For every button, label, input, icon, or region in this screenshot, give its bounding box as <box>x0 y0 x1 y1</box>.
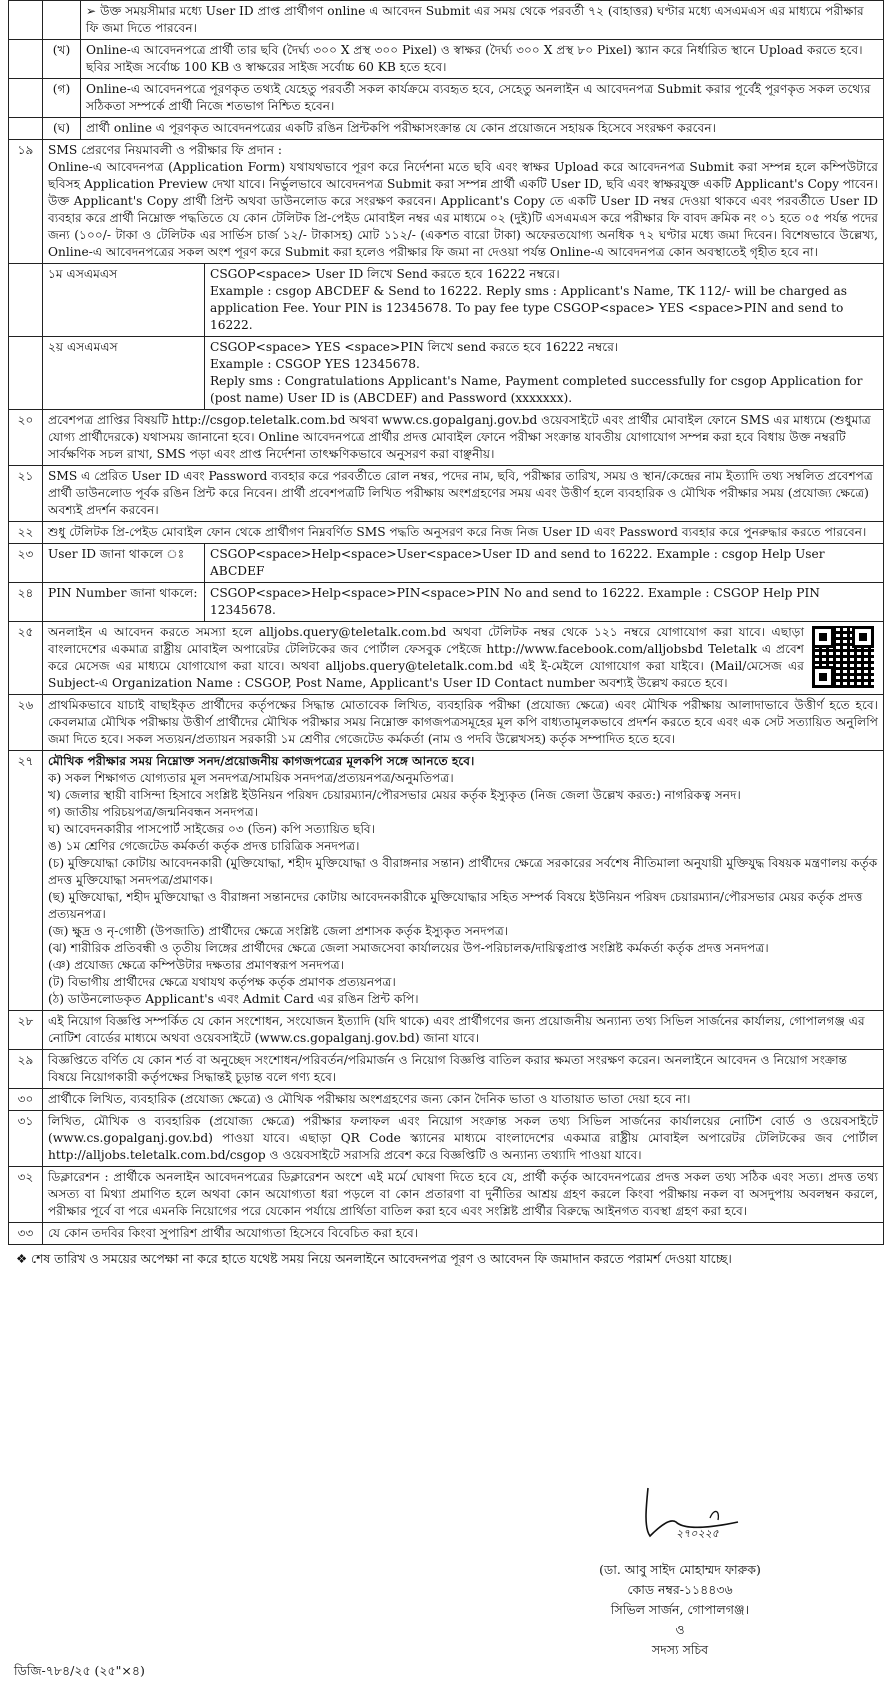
clause-number: ৩০ <box>9 1089 43 1111</box>
document-list-item: ঙ) ১ম শ্রেণির গেজেটেড কর্মকর্তা কর্তৃক প্রদত্ত চারিত্রিক সনদপত্র। <box>48 839 360 853</box>
table-row <box>9 1223 884 1245</box>
table-row <box>9 1011 884 1050</box>
document-list-item: খ) জেলার স্থায়ী বাসিন্দা হিসাবে সংশ্লিষ্ট ইউনিয়ন পরিষদ চেয়ারম্যান/পৌরসভার মেয়র কর্তৃক ইস্যুকৃত (নিজ জেলা উল্লেখ করত:) নাগরিকত্ব সনদ। <box>48 788 741 802</box>
clause-number: ২০ <box>9 410 43 466</box>
clause-text: শুধু টেলিটক প্রি-পেইড মোবাইল ফোন থেকে প্রার্থীগণ নিম্নবর্ণিত SMS পদ্ধতি অনুসরণ করে নিজ নিজ User ID এবং Password ব্যবহার করে পুনরুদ্ধার করতে পারবেন। <box>43 522 884 544</box>
signatory-block <box>590 1560 770 1660</box>
sub-number: (গ) <box>43 79 81 118</box>
signatory-and: ও <box>675 1622 685 1637</box>
clause-text: প্রার্থীকে লিখিত, ব্যবহারিক (প্রযোজ্য ক্ষেত্রে) ও মৌখিক পরীক্ষায় অংশগ্রহণের জন্য কোন দৈনিক ভাতা ও যাতায়াত ভাতা দেয়া হবে না। <box>43 1089 884 1111</box>
table-row <box>9 583 884 622</box>
document-list-item: (জ) ক্ষুদ্র ও নৃ-গোষ্ঠী (উপজাতি) প্রার্থীদের ক্ষেত্রে সংশ্লিষ্ট জেলা প্রশাসক কর্তৃক ইস্যুকৃত সনদপত্র। <box>48 924 509 938</box>
clause-number: ২১ <box>9 466 43 522</box>
clause-number: ৩৩ <box>9 1223 43 1245</box>
print-code: ডিজি-৭৮৪/২৫ (২৫"×৪) <box>14 1663 145 1678</box>
signatory-name: (ডা. আবু সাইদ মোহাম্মদ ফারুক) <box>599 1562 761 1577</box>
table-row <box>9 1 884 40</box>
clause-text: লিখিত, মৌখিক ও ব্যবহারিক (প্রযোজ্য ক্ষেত্রে) পরীক্ষার ফলাফল এবং নিয়োগ সংক্রান্ত সকল তথ্য সিভিল সার্জনের কার্যালয়ের নোটিশ বোর্ড ও ওয়েবসাইটে (www.cs.gopalganj.gov.bd) পাওয়া যাবে। এছাড়া QR Code স্ক্যানের মাধ্যমে বাংলাদেশের একমাত্র রাষ্ট্রীয় মোবাইল অপারেটর টেলিটকের জব পোর্টাল http://alljobs.teletalk.com.bd/csgop ও ওয়েবসাইটে সরাসরি প্রবেশ করে বিজ্ঞপ্তিটি ও অন্যান্য তথ্যাদি পাওয়া যাবে। <box>43 1111 884 1167</box>
table-row <box>9 751 884 1011</box>
table-row <box>9 622 884 695</box>
clause-text: প্রাথমিকভাবে যাচাই বাছাইকৃত প্রার্থীদের কর্তৃপক্ষের সিদ্ধান্ত মোতাবেক লিখিত, ব্যবহারিক পরীক্ষা (প্রযোজ্য ক্ষেত্রে) এবং মৌখিক পরীক্ষায় আলাদাভাবে উত্তীর্ণ হতে হবে। কেবলমাত্র মৌখিক পরীক্ষায় উত্তীর্ণ প্রার্থীদের মৌখিক পরীক্ষার সময় নিম্নোক্ত কাগজপত্রসমূহের মূল কপি বাধ্যতামূলকভাবে প্রদর্শন করতে হবে এবং এক সেট সত্যায়িত অনুলিপি জমা দিতে হবে। সকল সত্যয়ন/প্রত্যায়ন সরকারী ১ম শ্রেণীর গেজেটেড কর্মকর্তা (নাম ও পদবি উল্লেখসহ) কর্তৃক সম্পাদিত হতে হবে। <box>43 695 884 751</box>
clause-number: ২২ <box>9 522 43 544</box>
table-row <box>9 522 884 544</box>
document-list-item: (ট) বিভাগীয় প্রার্থীদের ক্ষেত্রে যথাযথ কর্তৃপক্ষ কর্তৃক প্রমাণক প্রত্যয়নপত্র। <box>48 975 396 989</box>
clause-text: Online-এ আবেদনপত্রে পূরণকৃত তথ্যই যেহেতু পরবর্তী সকল কার্যক্রমে ব্যবহৃত হবে, সেহেতু অনলাইন এ আবেদনপত্র Submit করার পূর্বেই পূরণকৃত সকল তথ্যের সঠিকতা সম্পর্কে প্রার্থী নিজে শতভাগ নিশ্চিত হবেন। <box>81 79 884 118</box>
clause-number: ২৬ <box>9 695 43 751</box>
advice-note: ❖ শেষ তারিখ ও সময়ের অপেক্ষা না করে হাতে যথেষ্ট সময় নিয়ে অনলাইনে আবেদনপত্র পূরণ ও আবেদন ফি জমাদান করতে পরামর্শ দেওয়া যাচ্ছে। <box>16 1251 732 1266</box>
document-list-item: গ) জাতীয় পরিচয়পত্র/জন্মনিবন্ধন সনদপত্র। <box>48 805 259 819</box>
table-row <box>9 79 884 118</box>
sms-example: Example : CSGOP YES 12345678. <box>210 357 420 371</box>
document-list-item: (ঞ) প্রযোজ্য ক্ষেত্রে কম্পিউটার দক্ষতার প্রমাণস্বরূপ সনদপত্র। <box>48 958 345 972</box>
document-list-item: ক) সকল শিক্ষাগত যোগ্যতার মূল সনদপত্র/সাময়িক সনদপত্র/প্রত্যয়নপত্র/অনুমতিপত্র। <box>48 771 454 785</box>
recovery-format: CSGOP<space>Help<space>PIN<space>PIN No and send to 16222. Example : CSGOP Help PIN 12345678. <box>205 583 884 622</box>
table-row <box>9 140 884 264</box>
sms-format: CSGOP<space> User ID লিখে Send করতে হবে 16222 নম্বরে। <box>210 267 560 281</box>
table-row <box>9 695 884 751</box>
document-list-item: ঘ) আবেদনকারীর পাসপোর্ট সাইজের ০৩ (তিন) কপি সত্যায়িত ছবি। <box>48 822 376 836</box>
circular-document <box>8 0 884 1271</box>
qr-code-icon <box>812 626 874 688</box>
clause-number: ২৫ <box>9 622 43 695</box>
clause-text: ➢ উক্ত সময়সীমার মধ্যে User ID প্রাপ্ত প্রার্থীগণ online এ আবেদন Submit এর সময় থেকে পরবর্তী ৭২ (বাহাত্তর) ঘণ্টার মধ্যে এসএমএস এর মাধ্যমে পরীক্ষার ফি জমা দিতে পারবেন। <box>81 1 884 40</box>
clause-number: ৩১ <box>9 1111 43 1167</box>
sms-label: ২য় এসএমএস <box>43 337 205 410</box>
clause-number: ২৯ <box>9 1050 43 1089</box>
clause-title: SMS প্রেরণের নিয়মাবলী ও পরীক্ষার ফি প্রদান : <box>48 143 282 157</box>
sms-example: Example : csgop ABCDEF & Send to 16222. Reply sms : Applicant's Name, TK 112/- will be charged as application Fee. Your PIN is 12345678. To pay fee type CSGOP<space> YES <space>PIN and send to 16222. <box>210 284 848 332</box>
document-list <box>48 770 878 1008</box>
table-row <box>9 118 884 140</box>
clause-text: যে কোন তদবির কিংবা সুপারিশ প্রার্থীর অযোগ্যতা হিসেবে বিবেচিত করা হবে। <box>43 1223 884 1245</box>
document-list-item: (চ) মুক্তিযোদ্ধা কোটায় আবেদনকারী (মুক্তিযোদ্ধা, শহীদ মুক্তিযোদ্ধা ও বীরাঙ্গনার সন্তান) প্রার্থীদের ক্ষেত্রে সরকারের সর্বশেষ নীতিমালা অনুযায়ী মুক্তিযুদ্ধ বিষয়ক মন্ত্রণালয় কর্তৃক প্রদত্ত মুক্তিযোদ্ধা সনদপত্র/প্রমাণক। <box>48 856 878 887</box>
signatory-title: সিভিল সার্জন, গোপালগঞ্জ। <box>610 1602 750 1617</box>
table-row <box>9 1111 884 1167</box>
signatory-code: কোড নম্বর-১১৪৪৩৬ <box>627 1582 733 1597</box>
clause-title: মৌখিক পরীক্ষার সময় নিম্নোক্ত সনদ/প্রয়োজনীয় কাগজপত্রের মূলকপি সঙ্গে আনতে হবে। <box>48 754 475 768</box>
clause-number: ২৭ <box>9 751 43 1011</box>
clause-text: প্রার্থী online এ পূরণকৃত আবেদনপত্রের একটি রঙিন প্রিন্টকপি পরীক্ষাসংক্রান্ত যে কোন প্রয়োজনে সহায়ক হিসেবে সংরক্ষণ করবেন। <box>81 118 884 140</box>
document-list-item: (ঠ) ডাউনলোডকৃত Applicant's এবং Admit Card এর রঙিন প্রিন্ট কপি। <box>48 992 419 1006</box>
sms-format: CSGOP<space> YES <space>PIN লিখে send করতে হবে 16222 নম্বরে। <box>210 340 619 354</box>
sms-label: ১ম এসএমএস <box>43 264 205 337</box>
table-row <box>9 1089 884 1111</box>
clause-number: ২৮ <box>9 1011 43 1050</box>
table-row <box>9 1050 884 1089</box>
table-row <box>9 1167 884 1223</box>
signatory-role: সদস্য সচিব <box>651 1642 709 1657</box>
clause-number: ২৪ <box>9 583 43 622</box>
sub-number: (খ) <box>43 40 81 79</box>
clause-text: SMS এ প্রেরিত User ID এবং Password ব্যবহার করে পরবর্তীতে রোল নম্বর, পদের নাম, ছবি, পরীক্ষার তারিখ, সময় ও স্থান/কেন্দ্রের নাম ইত্যাদি তথ্য সম্বলিত প্রবেশপত্র প্রার্থী ডাউনলোড পূর্বক রঙিন প্রিন্ট করে নিবেন। প্রার্থী প্রবেশপত্রটি লিখিত পরীক্ষায় অংশগ্রহণের সময় এবং উত্তীর্ণ হলে ব্যবহারিক ও মৌখিক পরীক্ষার সময় (প্রযোজ্য ক্ষেত্রে) অবশ্যই প্রদর্শন করবেন। <box>43 466 884 522</box>
clause-text: এই নিয়োগ বিজ্ঞপ্তি সম্পর্কিত যে কোন সংশোধন, সংযোজন ইত্যাদি (যদি থাকে) এবং প্রার্থীগণের জন্য প্রয়োজনীয় অন্যান্য তথ্য সিভিল সার্জনের কার্যালয়, গোপালগঞ্জ এর নোটিশ বোর্ডের মাধ্যমে অথবা ওয়েবসাইটে (www.cs.gopalganj.gov.bd) জানা যাবে। <box>43 1011 884 1050</box>
clause-text: Online-এ আবেদনপত্রে প্রার্থী তার ছবি (দৈর্ঘ্য ৩০০ X প্রস্থ ৩০০ Pixel) ও স্বাক্ষর (দৈর্ঘ্য ৩০০ X প্রস্থ ৮০ Pixel) স্ক্যান করে নির্ধারিত স্থানে Upload করতে হবে। ছবির সাইজ সর্বোচ্চ 100 KB ও স্বাক্ষরের সাইজ সর্বোচ্চ 60 KB হতে হবে। <box>81 40 884 79</box>
clause-text: বিজ্ঞপ্তিতে বর্ণিত যে কোন শর্ত বা অনুচ্ছেদ সংশোধন/পরিবর্তন/পরিমার্জন ও নিয়োগ বিজ্ঞপ্তি বাতিল করার ক্ষমতা সংরক্ষণ করেন। অনলাইনে আবেদন ও নিয়োগ সংক্রান্ত বিষয়ে নিয়োগকারী কর্তৃপক্ষের সিদ্ধান্তই চূড়ান্ত বলে গণ্য হবে। <box>43 1050 884 1089</box>
table-row <box>9 264 884 337</box>
recovery-label: PIN Number জানা থাকলে: <box>43 583 205 622</box>
sms-reply: Reply sms : Congratulations Applicant's Name, Payment completed successfully for csgop Application for (post name) User ID is (ABCDEF) and Password (xxxxxxx). <box>210 374 863 405</box>
terms-table <box>8 0 884 1245</box>
document-list-item: (ছ) মুক্তিযোদ্ধা, শহীদ মুক্তিযোদ্ধা ও বীরাঙ্গনা সন্তানদের কোটায় আবেদনকারীকে মুক্তিযোদ্ধার সহিত সম্পর্ক বিষয়ে ইউনিয়ন পরিষদ চেয়ারম্যান/পৌরসভার মেয়র কর্তৃক প্রদত্ত প্রত্যয়নপত্র। <box>48 890 863 921</box>
clause-text: প্রবেশপত্র প্রাপ্তির বিষয়টি http://csgop.teletalk.com.bd অথবা www.cs.gopalganj.gov.bd ওয়েবসাইটে এবং প্রার্থীর মোবাইল ফোনে SMS এর মাধ্যমে (শুধুমাত্র যোগ্য প্রার্থীদেরকে) যথাসময় জানানো হবে। Online আবেদনপত্রে প্রার্থীর প্রদত্ত মোবাইল ফোনে পরীক্ষা সংক্রান্ত যাবতীয় যোগাযোগ সম্পন্ন করা হবে বিধায় উক্ত নম্বরটি সার্বক্ষণিক সচল রাখা, SMS পড়া এবং প্রাপ্ত নির্দেশনা তাৎক্ষণিকভাবে অনুসরণ করা বাঞ্ছনীয়। <box>43 410 884 466</box>
recovery-label: User ID জানা থাকলে ঃ <box>43 544 205 583</box>
table-row <box>9 40 884 79</box>
table-row <box>9 410 884 466</box>
signature-date: ২৭০২২৫ <box>676 1527 719 1540</box>
clause-text: অনলাইন এ আবেদন করতে সমস্যা হলে alljobs.query@teletalk.com.bd অথবা টেলিটক নম্বর থেকে ১২১ নম্বরে যোগাযোগ করা যাবে। এছাড়া বাংলাদেশের একমাত্র রাষ্ট্রীয় মোবাইল অপারেটর টেলিটকের জব পোর্টাল ফেসবুক পেইজে http://www.facebook.com/alljobsbd Teletalk এ প্রবেশ করে মেসেজ এর মাধ্যমে যোগাযোগ করা যাবে। অথবা alljobs.query@teletalk.com.bd এই ই-মেইলে যোগাযোগ করা যাইবে। (Mail/মেসেজ এর Subject-এ Organization Name : CSGOP, Post Name, Applicant's User ID Contact number অবশ্যই উল্লেখ করতে হবে। <box>48 625 804 690</box>
table-row <box>9 466 884 522</box>
recovery-format: CSGOP<space>Help<space>User<space>User ID and send to 16222. Example : csgop Help User ABCDEF <box>205 544 884 583</box>
table-row <box>9 337 884 410</box>
clause-number: ৩২ <box>9 1167 43 1223</box>
sub-number: (ঘ) <box>43 118 81 140</box>
document-list-item: (ঝ) শারীরিক প্রতিবন্ধী ও তৃতীয় লিঙ্গের প্রার্থীদের ক্ষেত্রে জেলা সমাজসেবা কার্যালয়ের উপ-পরিচালক/দায়িত্বপ্রাপ্ত সংশ্লিষ্ট কর্মকর্তা কর্তৃক প্রদত্ত সনদপত্র। <box>48 941 769 955</box>
clause-number: ১৯ <box>9 140 43 264</box>
clause-text: Online-এ আবেদনপত্র (Application Form) যথাযথভাবে পূরণ করে নির্দেশনা মতে ছবি এবং স্বাক্ষর Upload করে আবেদনপত্র Submit করা সম্পন্ন হলে কম্পিউটারে ছবিসহ Application Preview দেখা যাবে। নির্ভুলভাবে আবেদনপত্র Submit করা সম্পন্ন প্রার্থী একটি User ID, ছবি এবং স্বাক্ষরযুক্ত একটি Applicant's Copy পাবেন। উক্ত Applicant's Copy প্রার্থী প্রিন্ট অথবা ডাউনলোড করে সংরক্ষণ করবেন। Applicant's Copy তে একটি User ID নম্বর দেওয়া থাকবে এবং পরবর্তীতে User ID ব্যবহার করে প্রার্থী নিম্নোক্ত পদ্ধতিতে যে কোন টেলিটক প্রি-পেইড মোবাইল নম্বর এর মাধ্যমে ০২ (দুই)টি এসএমএস করে পরীক্ষার ফি বাবদ ক্রমিক নং ০১ হতে ০৫ পর্যন্ত পদের জন্য (১০০/- টাকা ও টেলিটক এর সার্ভিস চার্জ ১২/- টাকাসহ) মোট ১১২/- (একশত বারো টাকা) অফেরতযোগ্য অনধিক ৭২ ঘণ্টার মধ্যে জমা দিবেন। বিশেষভাবে উল্লেখ্য, Online-এ আবেদনপত্রের সকল অংশ পূরণ করে Submit করা হলেও পরীক্ষার ফি জমা না দেওয়া পর্যন্ত Online-এ আবেদনপত্র কোন অবস্থাতেই গৃহীত হবে না। <box>48 160 878 259</box>
clause-number: ২৩ <box>9 544 43 583</box>
table-row <box>9 544 884 583</box>
clause-text: ডিক্লারেশন : প্রার্থীকে অনলাইন আবেদনপত্রের ডিক্লারেশন অংশে এই মর্মে ঘোষণা দিতে হবে যে, প্রার্থী কর্তৃক আবেদনপত্রের প্রদত্ত সকল তথ্য সঠিক এবং সত্য। প্রদত্ত তথ্য অসত্য বা মিথ্যা প্রমাণিত হলে অথবা কোন অযোগ্যতা ধরা পড়লে বা কোন প্রতারণা বা দুর্নীতির আশ্রয় গ্রহণ করলে কিংবা পরীক্ষায় নকল বা অসদুপায় অবলম্বন করলে, পরীক্ষার পূর্বে বা পরে এমনকি নিয়োগের পরে যেকোন পর্যায়ে প্রার্থিতা বাতিল করা হবে এবং সংশ্লিষ্ট প্রার্থীর বিরুদ্ধে আইনগত ব্যবস্থা গ্রহণ করা হবে। <box>43 1167 884 1223</box>
